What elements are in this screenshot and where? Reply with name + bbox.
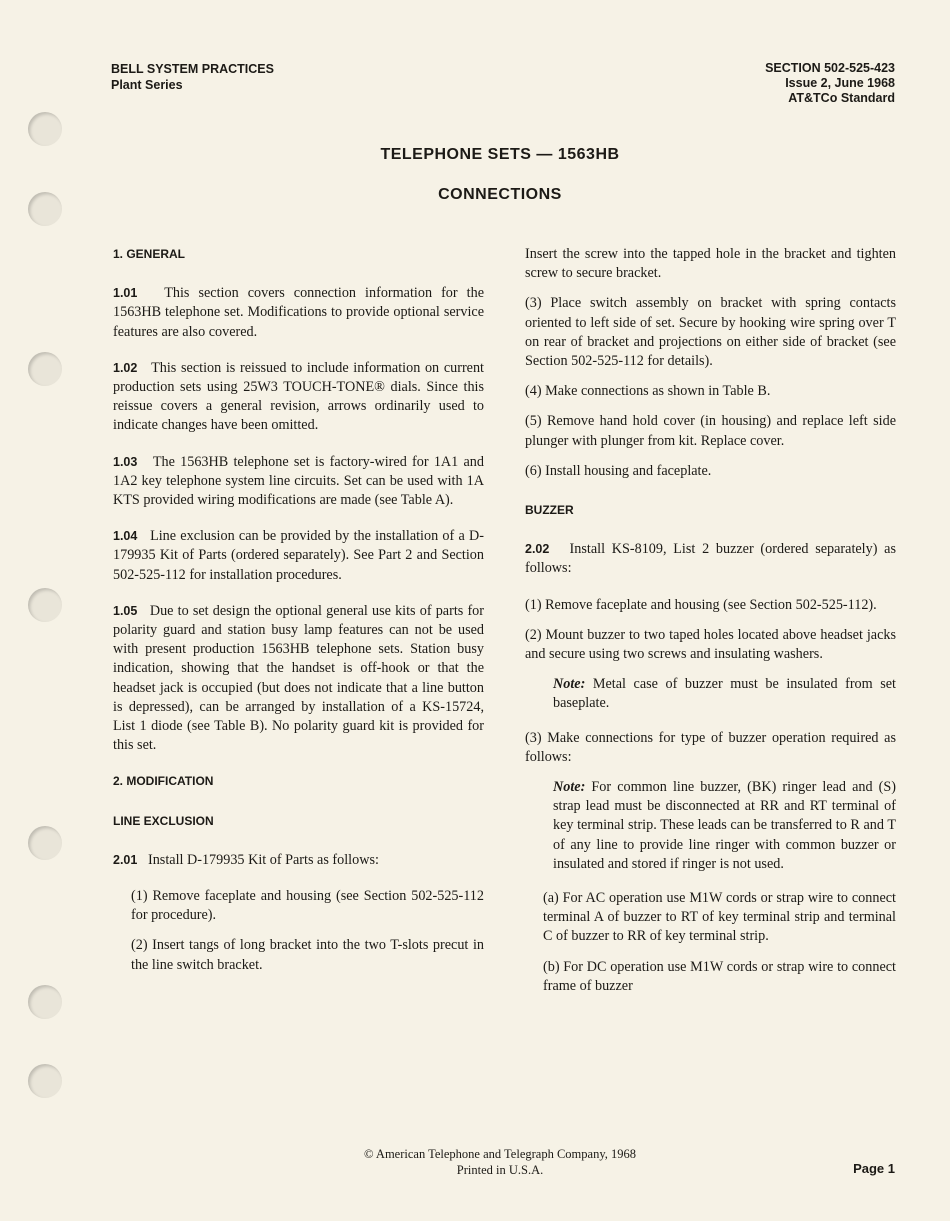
step-5: (5) Remove hand hold cover (in housing) and replace left side plunger with plunger from kit. Replace cover. <box>525 413 896 449</box>
heading-general: 1. GENERAL <box>113 247 186 261</box>
paragraph-2-02: 2.02 Install KS-8109, List 2 buzzer (ordered separately) as follows: <box>525 541 896 577</box>
header-left <box>111 61 274 93</box>
binder-hole-7 <box>28 1064 62 1098</box>
paragraph-1-01: 1.01 This section covers connection information for the 1563HB telephone set. Modifications to provide optional service features are also covered. <box>113 285 484 340</box>
left-column <box>113 245 484 986</box>
header-section: SECTION 502-525-423 <box>765 61 895 75</box>
header-issue: Issue 2, June 1968 <box>785 76 895 90</box>
note-common-line: Note: For common line buzzer, (BK) ringer lead and (S) strap lead must be disconnected at RR and RT terminal of key terminal strip. These leads can be transferred to R and T of any line to provide line ringer with common buzzer or insulated and stored if ringer is not used. <box>553 779 897 872</box>
buzzer-step-1: (1) Remove faceplate and housing (see Section 502-525-112). <box>525 596 877 613</box>
right-column <box>525 245 896 1007</box>
paragraph-2-01: 2.01 Install D-179935 Kit of Parts as follows: <box>113 851 379 868</box>
header-standard: AT&TCo Standard <box>788 91 895 105</box>
step-2-continued: Insert the screw into the tapped hole in the bracket and tighten screw to secure bracket. <box>525 246 896 282</box>
header-series: BELL SYSTEM PRACTICES <box>111 62 274 76</box>
binder-hole-3 <box>28 352 62 386</box>
page-title: TELEPHONE SETS — 1563HB <box>380 146 620 163</box>
header-right <box>765 61 895 106</box>
page-number: Page 1 <box>853 1161 895 1176</box>
paragraph-1-04: 1.04 Line exclusion can be provided by the installation of a D-179935 Kit of Parts (ordered separately). See Part 2 and Section 502-525-112 for installation procedures. <box>113 528 484 583</box>
header-plant: Plant Series <box>111 78 183 92</box>
binder-hole-5 <box>28 826 62 860</box>
page-subtitle: CONNECTIONS <box>438 186 562 203</box>
heading-buzzer: BUZZER <box>525 503 574 518</box>
binder-hole-1 <box>28 112 62 146</box>
paragraph-1-03: 1.03 The 1563HB telephone set is factory-wired for 1A1 and 1A2 key telephone system line circuits. Set can be used with 1A KTS provided wiring modifications are made (see Table A). <box>113 453 484 509</box>
printed-line: Printed in U.S.A. <box>456 1163 544 1177</box>
copyright-line: © American Telephone and Telegraph Company, 1968 <box>363 1147 637 1161</box>
step-1: (1) Remove faceplate and housing (see Section 502-525-112 for procedure). <box>131 888 484 924</box>
heading-line-exclusion: LINE EXCLUSION <box>113 813 214 828</box>
footer-copyright <box>0 1146 950 1178</box>
paragraph-1-05: 1.05 Due to set design the optional general use kits of parts for polarity guard and station busy lamp features can not be used with present production 1563HB telephone sets. Station busy indication, showing that the handset is off-hook or that the headset jack is occupied (but does not indicate that a line button is depressed), can be arranged by installation of a KS-15724, List 1 diode (see Table B). No polarity guard kit is provided for this set. <box>113 602 484 754</box>
step-3: (3) Place switch assembly on bracket with spring contacts oriented to left side of set. Secure by hooking wire spring over T on rear of bracket and projections on either side of bracket (see Section 502-525-112 for details). <box>525 295 896 370</box>
binder-hole-4 <box>28 588 62 622</box>
binder-hole-6 <box>28 985 62 1019</box>
step-2: (2) Insert tangs of long bracket into the two T-slots precut in the line switch bracket. <box>131 937 484 973</box>
heading-modification: 2. MODIFICATION <box>113 774 214 789</box>
buzzer-step-2: (2) Mount buzzer to two taped holes located above headset jacks and secure using two screws and insulating washers. <box>525 626 896 663</box>
buzzer-step-3: (3) Make connections for type of buzzer operation required as follows: <box>525 729 896 765</box>
buzzer-step-b: (b) For DC operation use M1W cords or strap wire to connect frame of buzzer <box>543 958 896 994</box>
step-4: (4) Make connections as shown in Table B. <box>525 383 771 400</box>
note-metal-case: Note: Metal case of buzzer must be insulated from set baseplate. <box>553 676 897 712</box>
paragraph-1-02: 1.02 This section is reissued to include information on current production sets using 25W3 TOUCH-TONE® dials. Since this reissue covers a general revision, arrows ordinarily used to indicate changes have been omitted. <box>113 359 484 434</box>
step-6: (6) Install housing and faceplate. <box>525 462 712 479</box>
buzzer-step-a: (a) For AC operation use M1W cords or strap wire to connect terminal A of buzzer to RT of key terminal strip and terminal C of buzzer to RR of key terminal strip. <box>543 890 896 945</box>
